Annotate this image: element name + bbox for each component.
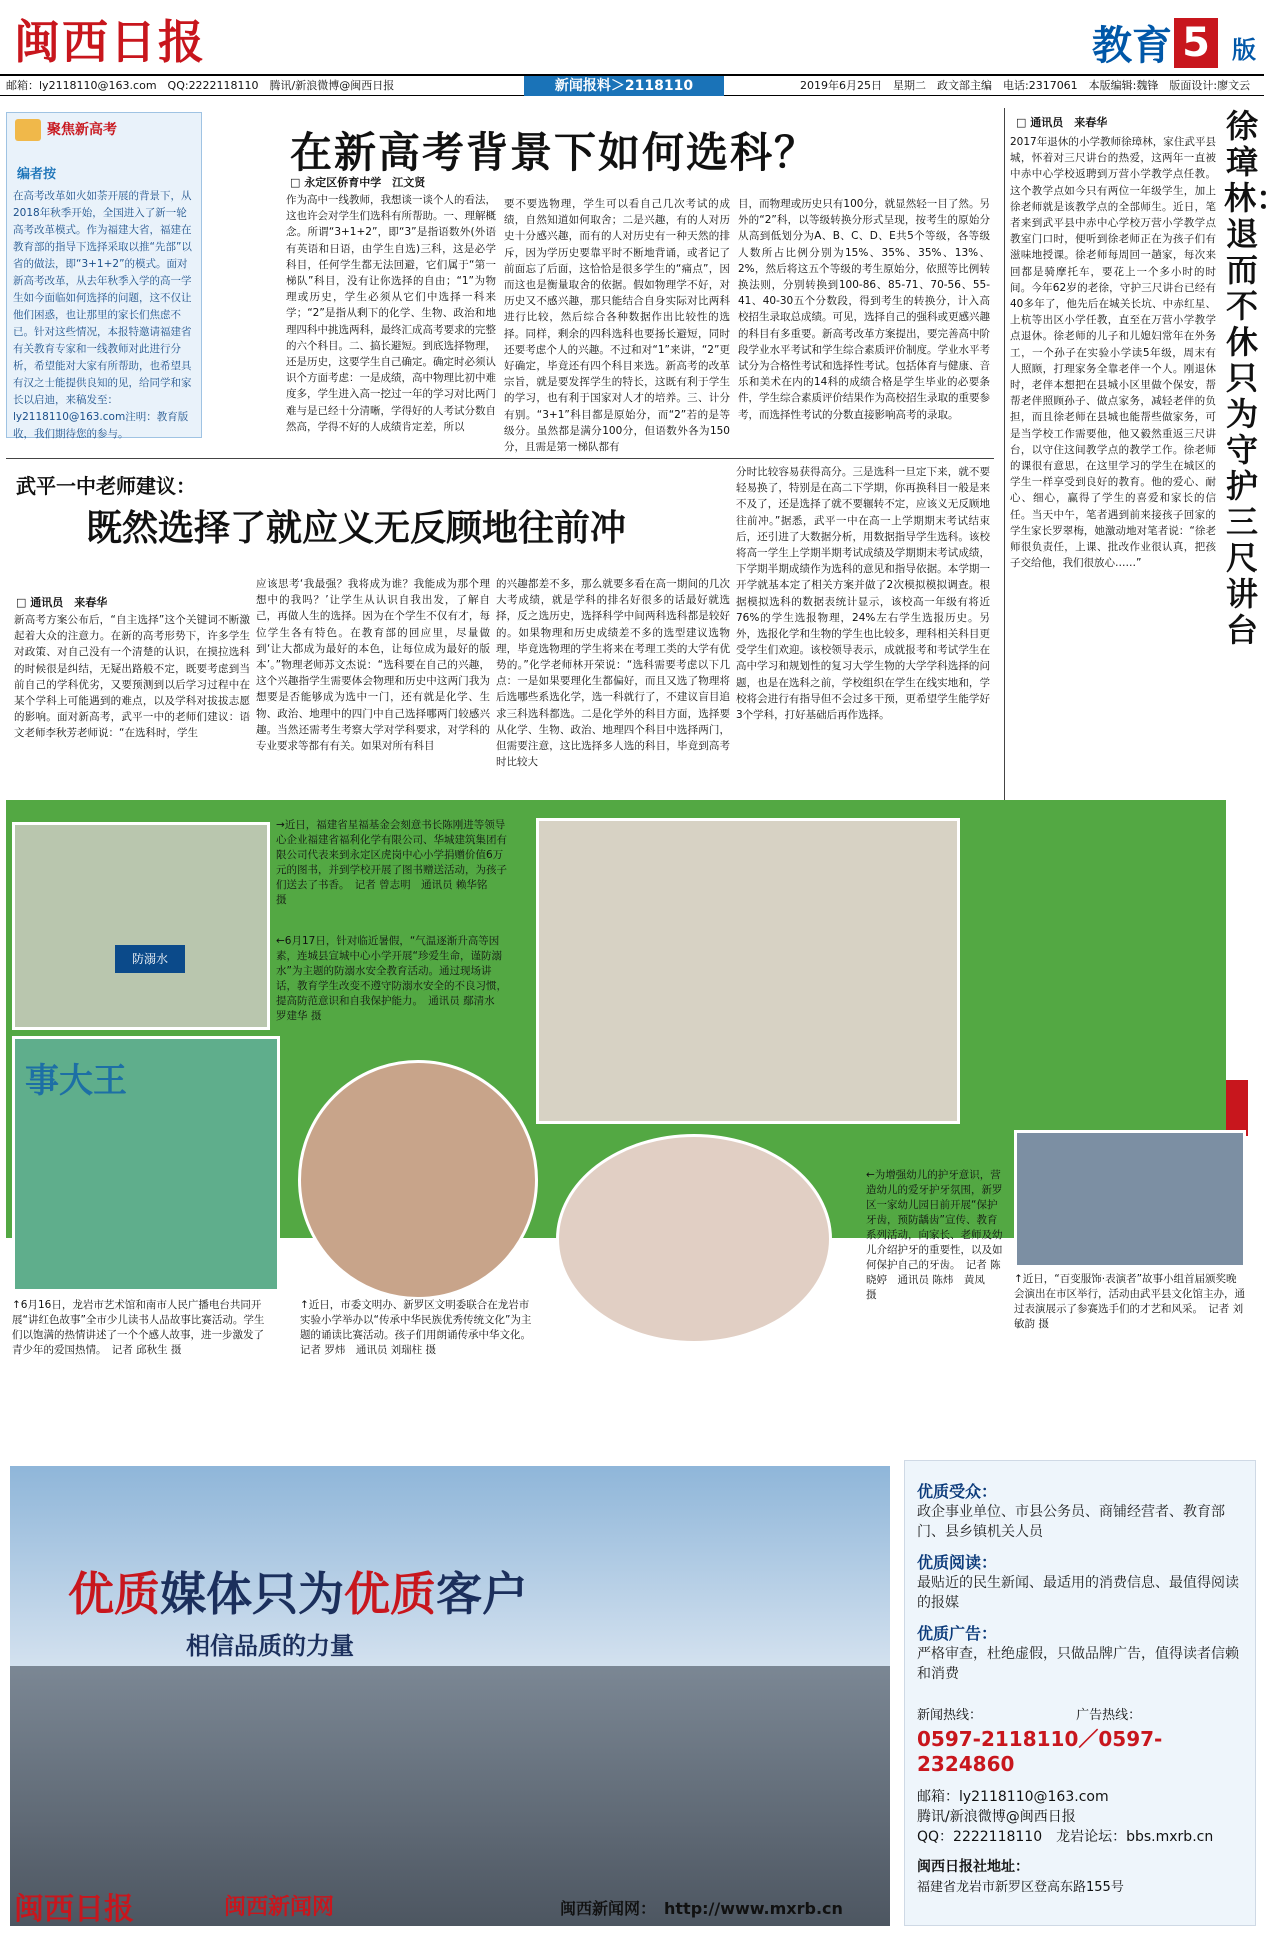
page-suffix: 版 <box>1232 36 1256 64</box>
ad-road <box>10 1666 890 1926</box>
caption-4: ↑近日，市委文明办、新罗区文明委联合在龙岩市实验小学举办以“传承中华民族优秀传统文化”为主题的诵读比赛活动。孩子们用朗诵传承中华文化。 记者 罗炜 通讯员 刘瑞柱 摄 <box>300 1299 537 1356</box>
ad-section-title-1: 优质受众： <box>917 1482 998 1501</box>
issue-meta: 2019年6月25日 星期二 政文部主编 电话:2317061 本版编辑:魏锋 版面设计:廖文云 <box>800 79 1251 92</box>
stage-text: 事大王 <box>25 1061 127 1101</box>
article1-col-3: 目，而物理或历史只有100分，就显然轻一目了然。另外的“2”科，以等级转换分形式呈现，按考生的原始分从高到低划分为A、B、C、D、E共5个等级，各等级人数所占比例分别为15%、35%、35%、13%、2%，然后将这五个等级的考生原始分，依照等比例转换法则，分别转换到100-86、85-71、70-56、55-41、40-30五个分数段，得到考生的转换分，计入高校招生录取总成绩。可见，选择自己的强科或更感兴趣的科目有多重要。新高考改革方案提出，要完善高中阶段学业水平考试和学生综合素质评价制度。学业水平考试分为合格性考试和选择性考试。包括体育与健康、音乐和美术在内的14科的成绩合格是学生毕业的必要条件，学生综合素质评价结果作为高校招生录取的重要参考，而选择性考试的分数直接影响高考的录取。 <box>738 198 990 421</box>
website-link[interactable]: 闽西新闻网： http://www.mxrb.cn <box>560 1899 843 1918</box>
ad-tagline: 相信品质的力量 <box>186 1632 354 1660</box>
article2-byline: □ 通讯员 来春华 <box>16 596 108 609</box>
article2-col-3: 的兴趣都差不多，那么就要多看在高一期间的几次大考成绩，就是学科的排名好很多的话最好就选择，反之选历史，选择科学中间两科选科都是较好的。如果物理和历史成绩差不多的选型建议选物理，毕竟选物理的学生将来在考理工类的大学有优势的。”化学老师林开荣说：“选科需要考虑以下几点：一是如果要理化生都偏好，而且又选了物理将后选哪些系选化学，选一科就行了，不建议盲目追求三科选科都选。二是化学外的科目方面，选择要从化学、生物、政治、地理四个科目中选择两门，但需要注意，这比选择多人选的科目，毕竟到高考时比较大 <box>496 578 730 769</box>
book-icon <box>15 119 41 141</box>
article1-col-1: 作为高中一线教师，我想谈一谈个人的看法，这也许会对学生们选科有所帮助。一、理解概念。所谓“3+1+2”，即“3”是指语数外(外语有英语和日语，由学生自选)三科，这是必学科目，任何学生都无法回避，它们属于“第一梯队”科目，没有让你选择的自由；“1”为物理或历史，学生必须从它们中选择一科来学；“2”是指从剩下的化学、生物、政治和地理四科中挑选两科，最终汇成高考要求的完整的六个科目。二、搞长避短。到底选择物理，还是历史，这要学生自己确定。确定时必须认识个方面考虑：一是成绩，高中物理比初中难度多，学生进入高一挖过一年的学习对比两门难与是已经十分清晰，学得好的人考试分数自然高，学得不好的人成绩肯定差，所以 <box>286 194 496 433</box>
photo-storyteller-stage <box>12 1036 280 1292</box>
section-title: 教育 <box>1092 23 1172 69</box>
caption-6: ↑近日，“百变服饰·表演者”故事小组首届颁奖晚会演出在市区举行，活动由武平县文化馆主办，通过表演展示了参赛选手们的才艺和风采。 记者 刘敏韵 摄 <box>1014 1273 1245 1330</box>
photo-recitation-circle <box>298 1060 538 1300</box>
address-title: 闽西日报社地址： <box>917 1859 1029 1875</box>
page-number-badge: 5 <box>1174 18 1218 68</box>
ad-section-title-2: 优质阅读： <box>917 1553 998 1572</box>
masthead-info-bar <box>0 74 1264 96</box>
news-hotline: 新闻报料＞2118110 <box>524 76 724 96</box>
ad-slogan-quality-2: 优质 <box>344 1567 436 1621</box>
ad-section-text-2: 最贴近的民生新闻、最适用的消费信息、最值得阅读的报媒 <box>917 1575 1239 1611</box>
focus-label: 聚焦新高考 <box>47 122 117 138</box>
article2-kicker: 武平一中老师建议： <box>16 474 196 498</box>
newspaper-logo: 闽西日报 <box>14 15 206 69</box>
caption-2: ←6月17日，针对临近暑假，“气温逐渐升高等因素，连城县宣城中心小学开展“珍爱生命，谨防溺水”为主题的防溺水安全教育活动。通过现场讲话，教育学生改变不遵守防溺水安全的不良习惯，提高防范意识和自我保护能力。 通讯员 鄢清水 罗建华 摄 <box>276 935 507 1022</box>
editor-note-box <box>6 112 202 438</box>
article2-col-4: 分时比较容易获得高分。三是选科一旦定下来，就不要轻易换了，特别是在高二下学期，你再换科目一般是来不及了，还是选择了就不要辗转不定，应该义无反顾地往前冲。”据悉，武平一中在高一上学期期末考试结束后，还引进了大数据分析，用数据指导学生选科。该校将高一学生上学期半期考试成绩及学期期末考试成绩，下学期半期成绩作为选科的意见和指导依据。本学期一开学就基本定了相关方案并做了2次模拟模拟调查。根据模拟选科的数据表统计显示，该校高一年级有将近76%的学生选报物理，24%左右学生选报历史。另外，选报化学和生物的学生也比较多，理科相关科目更受学生们欢迎。该校领导表示，成就报考和考试学生在高中学习和规划性的复习大学生物的大学学科选择的问题，也是在选科之前，学校组织在学生在线实地和，学校将会进行有指导但不会过多干预，更希望学生能学好3个学科，打好基础后再作选择。 <box>736 466 990 722</box>
ad-section-title-3: 优质广告： <box>917 1624 998 1643</box>
caption-3: ↑6月16日，龙岩市艺术馆和南市人民广播电台共同开展“讲红色故事”全市少儿读书人品故事比赛活动。学生们以饱满的热情讲述了一个个感人故事，进一步激发了青少年的爱国热情。 记者 邱秋生 摄 <box>12 1299 265 1356</box>
article1-byline: □ 永定区侨育中学 江文贤 <box>290 176 426 189</box>
contact-line: 邮箱：ly2118110@163.com QQ:2222118110 腾讯/新浪微博@闽西日报 <box>6 79 395 92</box>
ad-slogan-clients: 客户 <box>436 1567 528 1621</box>
ad-hotline-label: 广告热线： <box>1076 1708 1142 1723</box>
article1-col-2: 要不要选物理，学生可以看自己几次考试的成绩，自然知道如何取舍；二是兴趣，有的人对历史十分感兴趣，而有的人对历史有一种天然的排斥，因为学历史要靠平时不断地背诵，或者记了前面忘了后面，这恰恰是很多学生的“痛点”，因而这也是衡量取舍的依据。假如物理学不好，对历史又不感兴趣，那只能结合自身实际对比两科进行比较，然后综合各种数据作出比较性的选择。同样，剩余的四科选科也要扬长避短，同时还要考虑个人的兴趣。不过和对“1”来讲，“2”更好确定，毕竟还有四个科目来选。新高考的改革宗旨，就是要发挥学生的特长，这既有利于学生的学习，也有利于国家对人才的培养。三、计分有别。“3+1”科目都是原始分，而“2”若的是等级分。虽然都是满分100分，但语数外各为150分，且需是第一梯队都有 <box>504 198 730 454</box>
ad-info-panel <box>904 1460 1256 1926</box>
article2-headline: 既然选择了就应义无反顾地往前冲 <box>86 507 627 549</box>
article2-col-2: 应该思考‘我最强？我将成为谁？我能成为那个理想中的我吗？’让学生从认识自我出发，了解自己，再做人生的选择。因为在个学生不仅有才，每位学生各有特色。在教育部的回应里，尽量做到‘让大都成为最好的本色，让每位成为最好的版本’。”物理老师苏文杰说：“选科要在自己的兴趣，这个兴趣指学生需要体会物理和历史中这两门我为想要是否能够成为选中一门，还有就是化学、生物、政治、地理中的四门中自己选择哪两门较感兴趣。当然还需考生考察大学对学科要求，对学科的专业要求等都有有关。如果对所有科目 <box>256 578 490 753</box>
address: 福建省龙岩市新罗区登高东路155号 <box>917 1880 1124 1895</box>
ad-slogan-quality-1: 优质 <box>68 1567 160 1621</box>
ad-qq-forum: QQ：2222118110 龙岩论坛：bbs.mxrb.cn <box>917 1829 1214 1845</box>
ad-section-text-1: 政企事业单位、市县公务员、商铺经营者、教育部门、县乡镇机关人员 <box>917 1504 1225 1540</box>
article2-col-1: 新高考方案公布后，“自主选择”这个关键词不断激起着大众的注意力。在新的高考形势下，许多学生对政策、对自己没有一个清楚的认识，在摸拉选科的时候很是纠结，无疑出路般不定，既要考虑到当前自己的学科优劣，又要预测到以后学习过程中在某个学科上可能遇到的难点，以及学科对拔拔志愿的影响。面对新高考，武平一中的老师们建议：语文老师李秋芳老师说：“在选科时，学生 <box>14 614 250 740</box>
side-vertical-title: 徐璋林：退而不休 只为守护三尺讲台 <box>1224 107 1288 649</box>
photo-children-reading <box>536 818 960 1124</box>
section-divider <box>6 458 994 459</box>
ad-section-text-3: 严格审查，杜绝虚假，只做品牌广告，值得读者信赖和消费 <box>917 1646 1239 1682</box>
photo-performer <box>1014 1130 1246 1268</box>
photo-banner-sign: 防溺水 <box>115 945 185 973</box>
ad-slogan <box>68 1558 528 1624</box>
caption-5: ←为增强幼儿的护牙意识，营造幼儿的爱牙护牙氛围，新罗区一家幼儿园日前开展“保护牙齿，预防龋齿”宣传、教育系列活动，向家长、老师及幼儿介绍护牙的重要性，以及如何保护自己的牙齿。 记者 陈晓婷 通讯员 陈炜 黄凤 摄 <box>866 1169 1003 1301</box>
hotline-labels <box>917 1704 1243 1723</box>
photo-kids-brushing <box>556 1134 832 1344</box>
footer-logo-news-site: 闽西新闻网 <box>224 1895 335 1920</box>
news-hotline-label: 新闻热线： <box>917 1708 983 1723</box>
ad-banner <box>10 1466 890 1926</box>
side-article-body: 2017年退休的小学教师徐璋林，家住武平县城，怀着对三尺讲台的热爱，这两年一直被中赤中心学校返聘到万营小学教学点任教。这个教学点如今只有两位一年级学生，加上徐老师就是该教学点的全部师生。近日，笔者来到武平县中赤中心学校万营小学教学点教室门口时，便听到徐老师正在为孩子们有滋味地授课。徐老师每周回一趟家，每次来回都是骑摩托车，要花上一个多小时的时间。今年62岁的老徐，守护三尺讲台已经有40多年了，他先后在城关长坑、中赤红星、上杭等出区小学任教，直至在万营小学教学点退休。徐老师的儿子和儿媳妇常年在外务工，一个孙子在实验小学读5年级，周末有人照顾，打理家务全靠老伴一个人。刚退休时，老伴本想把在县城小区里做个保安，帮帮老伴照顾孙子、做点家务，减轻老伴的负担，而且徐老师在县城也能帮些做家务，可是当学校工作需要他，他又毅然重返三尺讲台，以守住这间教学点的教学工作。徐老师的课很有意思，在这里学习的学生在城区的学生一样享受到良好的教育。他的爱心、耐心、细心，赢得了学生的喜爱和家长的信任。当天中午，笔者遇到前来接孩子回家的学生家长罗翠梅，她激动地对笔者说：“徐老师很负责任，上课、批改作业很认真，把孩子交给他，我们很放心……” <box>1010 136 1216 570</box>
article1-headline: 在新高考背景下如何选科？ <box>290 128 819 177</box>
caption-1: →近日，福建省星福基金会刻意书长陈刚进等领导心企业福建省福利化学有限公司、华城建筑集团有限公司代表来到永定区虎岗中心小学捐赠价值6万元的图书，并到学校开展了图书赠送活动，为孩子们送去了书香。 记者 曾志明 通讯员 赖华铭 摄 <box>276 819 507 906</box>
ad-slogan-media: 媒体只为 <box>160 1567 344 1621</box>
editor-note-body: 在高考改革如火如荼开展的背景下，从2018年秋季开始，全国进入了新一轮高考改革模式。作为福建大省，福建在教育部的指导下选择采取以推“先部”以省的做法，即“3+1+2”的模式。面对新高考改革，从去年秋季入学的高一学生如今面临如何选择的问题，这不仅让他们困惑，也让那里的家长们焦虑不已。针对这些情况，本报特邀请福建省有关教育专家和一线教师对此进行分析，希望能对大家有所帮助，也希望具有汉之士能提供良知的见，给同学和家长以启迪，来稿发至：ly2118110@163.com注明：教育版收，我们期待您的参与。 <box>13 190 192 440</box>
side-byline: □ 通讯员 来春华 <box>1016 116 1108 129</box>
photo-book-donation-outdoor <box>12 822 270 1030</box>
ad-email: 邮箱：ly2118110@163.com <box>917 1789 1109 1805</box>
editor-note-title: 编者按 <box>17 167 57 182</box>
footer-logo: 闽西日报 <box>14 1892 134 1927</box>
ad-weibo: 腾讯/新浪微博@闽西日报 <box>917 1809 1076 1825</box>
hotline-phones: 0597-2118110／0597-2324860 <box>917 1727 1163 1776</box>
